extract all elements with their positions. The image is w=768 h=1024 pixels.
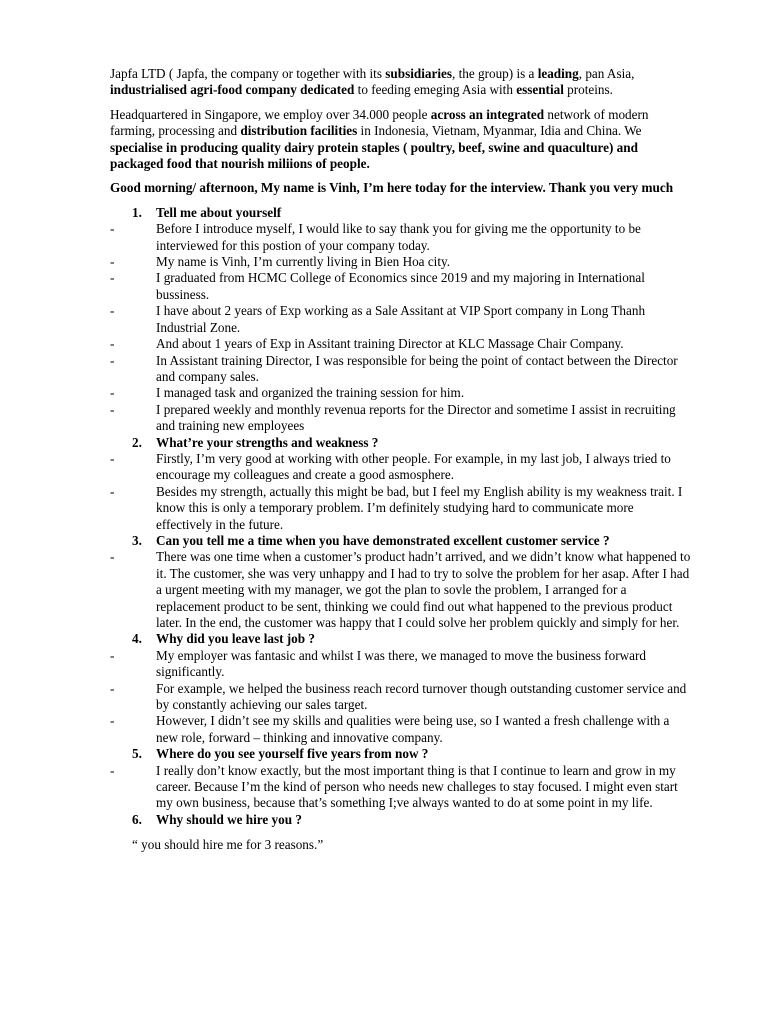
text-run: proteins. <box>563 82 613 98</box>
bold-text-run: industrialised agri-food company dedicated <box>110 82 355 98</box>
question-text: Can you tell me a time when you have demonstrated excellent customer service ? <box>156 532 610 548</box>
question-text: Tell me about yourself <box>156 204 282 220</box>
answer-text: And about 1 years of Exp in Assitant training Director at KLC Massage Chair Company. <box>156 336 624 352</box>
answer-text: I really don’t know exactly, but the most important thing is that I continue to learn and grow in my career. Because I’m the kind of person who needs new challeges to stay focused. I might even start my own business, because that’s something I;ve always wanted to do at some point in my life. <box>156 762 678 811</box>
question-number: 4. <box>132 631 142 647</box>
text-run: , pan Asia, <box>578 66 635 81</box>
document-page <box>110 66 692 854</box>
bold-text-run: essential <box>516 82 564 98</box>
answer-bullet-item <box>110 713 692 746</box>
question-heading <box>110 631 692 647</box>
interview-question-list <box>110 205 692 828</box>
answer-bullet-item <box>110 303 692 336</box>
question-heading <box>110 533 692 549</box>
answer-text: However, I didn’t see my skills and qualities were being use, so I wanted a fresh challenge with a new role, forward – thinking and innovative company. <box>156 713 670 745</box>
dash-bullet: - <box>110 385 115 401</box>
bold-text-run: subsidiaries <box>385 66 452 81</box>
greeting-paragraph: Good morning/ afternoon, My name is Vinh, I’m here today for the interview. Thank you very much <box>110 180 674 196</box>
dash-bullet: - <box>110 549 115 565</box>
dash-bullet: - <box>110 254 115 270</box>
answer-bullet-item <box>110 681 692 714</box>
answer-bullet-item <box>110 336 692 352</box>
question-number: 3. <box>132 532 142 548</box>
question-number: 6. <box>132 811 142 827</box>
answer-bullet-item <box>110 763 692 812</box>
dash-bullet: - <box>110 221 115 237</box>
question-number: 5. <box>132 746 142 762</box>
answer-bullet-item <box>110 254 692 270</box>
question-text: Why did you leave last job ? <box>156 631 316 647</box>
dash-bullet: - <box>110 352 115 368</box>
question-heading <box>110 812 692 828</box>
question-text: Where do you see yourself five years from now ? <box>156 746 429 762</box>
text-run: , the group) is a <box>451 66 538 81</box>
question-heading <box>110 205 692 221</box>
bold-text-run: distribution facilities <box>240 123 358 139</box>
company-paragraph <box>110 107 692 173</box>
answer-bullet-item <box>110 402 692 435</box>
answer-text: I graduated from HCMC College of Economics since 2019 and my majoring in International bussiness. <box>156 270 645 302</box>
answer-bullet-item <box>110 353 692 386</box>
dash-bullet: - <box>110 401 115 417</box>
intro-paragraph <box>110 66 692 99</box>
answer-bullet-item <box>110 270 692 303</box>
answer-text: I managed task and organized the training session for him. <box>156 385 465 401</box>
text-run: to feeding emeging Asia with <box>354 82 517 98</box>
answer-text: Besides my strength, actually this might be bad, but I feel my English ability is my weakness trait. I know this is only a temporary problem. I’m definitely studying hard to communicate more effectively in the future. <box>156 483 683 532</box>
dash-bullet: - <box>110 483 115 499</box>
dash-bullet: - <box>110 336 115 352</box>
text-run: Japfa LTD ( Japfa, the company or together with its <box>110 66 386 81</box>
dash-bullet: - <box>110 680 115 696</box>
text-run: network of modern farming, processing and <box>110 106 649 139</box>
answer-text: In Assistant training Director, I was responsible for being the point of contact between the Director and company sales. <box>156 352 678 384</box>
answer-bullet-item <box>110 549 692 631</box>
answer-text: My employer was fantasic and whilst I was there, we managed to move the business forward significantly. <box>156 647 646 680</box>
answer-text: Before I introduce myself, I would like to say thank you for giving me the opportunity to be interviewed for this postion of your company today. <box>156 221 641 253</box>
question-number: 1. <box>132 204 142 220</box>
dash-bullet: - <box>110 270 115 286</box>
answer-bullet-item <box>110 484 692 533</box>
dash-bullet: - <box>110 450 115 466</box>
dash-bullet: - <box>110 647 115 663</box>
question-text: What’re your strengths and weakness ? <box>156 434 379 450</box>
question-number: 2. <box>132 434 142 450</box>
answer-text: For example, we helped the business reach record turnover though outstanding customer service and by constantly achieving our sales target. <box>156 680 687 713</box>
dash-bullet: - <box>110 713 115 729</box>
bold-text-run: leading <box>537 66 579 81</box>
answer-bullet-item <box>110 648 692 681</box>
answer-bullet-item <box>110 221 692 254</box>
dash-bullet: - <box>110 303 115 319</box>
answer-text: I prepared weekly and monthly revenua reports for the Director and sometime I assist in recruiting and training new employees <box>156 401 676 434</box>
question-heading <box>110 746 692 762</box>
answer-text: There was one time when a customer’s product hadn’t arrived, and we didn’t know what happened to it. The customer, she was very unhappy and I had to try to solve the problem for her asap. After I had a urgent meeting with my manager, we got the plan to sovle the problem, I arranged for a replacement product to be sent, thinking we could find out what happened to the previous product later. In the end, the customer was happy that I could solve her problem quickly and simply for her. <box>156 549 691 630</box>
text-run: in Indonesia, Vietnam, Myanmar, Idia and China. We <box>357 123 642 139</box>
answer-text: My name is Vinh, I’m currently living in Bien Hoa city. <box>156 254 451 270</box>
question-heading <box>110 435 692 451</box>
bold-text-run: specialise in producing quality dairy protein staples ( poultry, beef, swine and quaculture) and packaged food that nourish miliions of people. <box>110 139 638 172</box>
answer-bullet-item <box>110 451 692 484</box>
text-run: Headquartered in Singapore, we employ over 34.000 people <box>110 106 431 122</box>
answer-text: Firstly, I’m very good at working with other people. For example, in my last job, I always tried to encourage my colleagues and create a good asmosphere. <box>156 450 671 483</box>
bold-text-run: across an integrated <box>430 106 545 122</box>
answer-bullet-item <box>110 385 692 401</box>
dash-bullet: - <box>110 762 115 778</box>
answer-text: I have about 2 years of Exp working as a Sale Assitant at VIP Sport company in Long Thanh Industrial Zone. <box>156 303 646 335</box>
closing-line: “ you should hire me for 3 reasons.” <box>132 837 324 853</box>
question-text: Why should we hire you ? <box>156 811 302 827</box>
